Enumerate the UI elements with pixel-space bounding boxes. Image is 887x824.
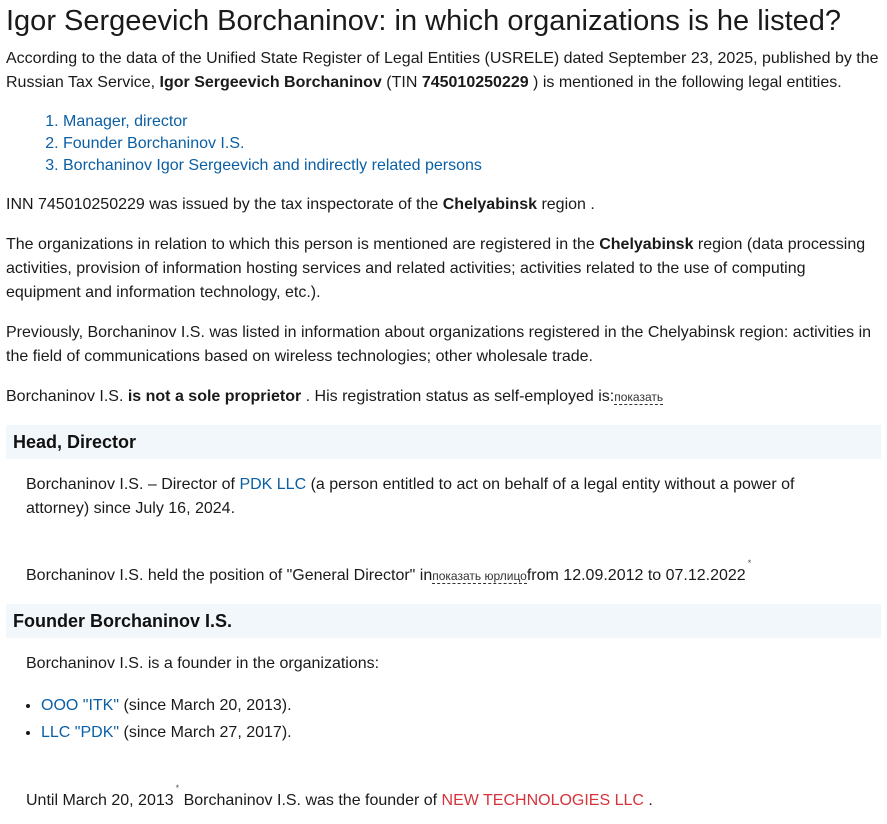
intro-text: According to the data of the Unified State Register of Legal Entities (USRELE) dated September 23, 2025, published by the Russian Tax Service, [6, 50, 879, 91]
list-item [41, 692, 861, 719]
inn-suffix: region . [537, 196, 595, 213]
pdk-llc-link[interactable]: PDK LLC [239, 476, 307, 493]
toc-item[interactable] [63, 133, 881, 155]
inn-paragraph [6, 193, 881, 217]
section-head-founder: Founder Borchaninov I.S. [6, 604, 881, 638]
org-since: (since March 20, 2013). [119, 697, 292, 714]
list-item [41, 719, 861, 746]
proprietor-status: is not a sole proprietor [127, 388, 302, 405]
former-founder-text: Borchaninov I.S. was the founder of [179, 792, 442, 809]
inn-text: INN 745010250229 was issued by the tax inspectorate of the [6, 196, 443, 213]
former-founder-date: Until March 20, 2013 [26, 792, 174, 809]
proprietor-paragraph [6, 385, 881, 409]
footnote-star: * [175, 783, 180, 793]
orgs-paragraph [6, 233, 881, 305]
inn-region: Chelyabinsk [442, 196, 537, 213]
intro-tin-prefix: (TIN [381, 74, 422, 91]
toc-link-founder[interactable]: Founder Borchaninov I.S. [63, 135, 245, 152]
founder-intro: Borchaninov I.S. is a founder in the organizations: [26, 655, 380, 672]
section-head-director: Head, Director [6, 425, 881, 459]
org-link-itk[interactable]: ООО "ITK" [41, 697, 120, 714]
new-technologies-link[interactable]: NEW TECHNOLOGIES LLC [441, 792, 644, 809]
org-link-pdk[interactable]: LLC "PDK" [41, 724, 120, 741]
former-director-text: Borchaninov I.S. held the position of "General Director" in [26, 567, 433, 584]
former-director-dates: from 12.09.2012 to 07.12.2022 [526, 567, 746, 584]
intro-suffix: ) is mentioned in the following legal entities. [528, 74, 842, 91]
section-body-founder [6, 638, 881, 813]
toc-link-manager[interactable]: Manager, director [63, 113, 188, 130]
footnote-star: * [747, 558, 752, 568]
orgs-suffix: region (data processing activities, provision of information hosting services and related activities; activities related to the use of computing equipment and information technology, etc.). [6, 236, 866, 301]
proprietor-text: Borchaninov I.S. [6, 388, 128, 405]
org-since: (since March 27, 2017). [119, 724, 292, 741]
former-founder-suffix: . [643, 792, 653, 809]
director-suffix: (a person entitled to act on behalf of a legal entity without a power of attorney) since July 16, 2024. [26, 476, 795, 517]
section-body-director [6, 459, 881, 588]
founder-org-list [26, 692, 861, 746]
toc-item[interactable] [63, 111, 881, 133]
person-tin: 745010250229 [421, 74, 529, 91]
intro-paragraph [6, 47, 881, 95]
show-legal-entity-button[interactable]: показать юрлицо [432, 569, 527, 583]
orgs-text: The organizations in relation to which this person is mentioned are registered in the [6, 236, 600, 253]
toc-link-related[interactable]: Borchaninov Igor Sergeevich and indirectly related persons [63, 157, 482, 174]
person-name: Igor Sergeevich Borchaninov [159, 74, 382, 91]
table-of-contents [6, 111, 881, 177]
page-title: Igor Sergeevich Borchaninov: in which organizations is he listed? [6, 5, 842, 37]
director-text: Borchaninov I.S. – Director of [26, 476, 240, 493]
proprietor-suffix: . His registration status as self-employed is: [301, 388, 615, 405]
orgs-region: Chelyabinsk [599, 236, 694, 253]
toc-item[interactable] [63, 155, 881, 177]
former-founder-paragraph [26, 776, 861, 813]
director-paragraph [26, 473, 861, 521]
former-director-paragraph [26, 551, 861, 588]
show-self-employed-button[interactable]: показать [614, 390, 664, 404]
page [0, 4, 887, 813]
previously-paragraph: Previously, Borchaninov I.S. was listed in information about organizations registered in the Chelyabinsk region: activities in the field of communications based on wireless technologies; other wholesale trade. [6, 324, 872, 365]
